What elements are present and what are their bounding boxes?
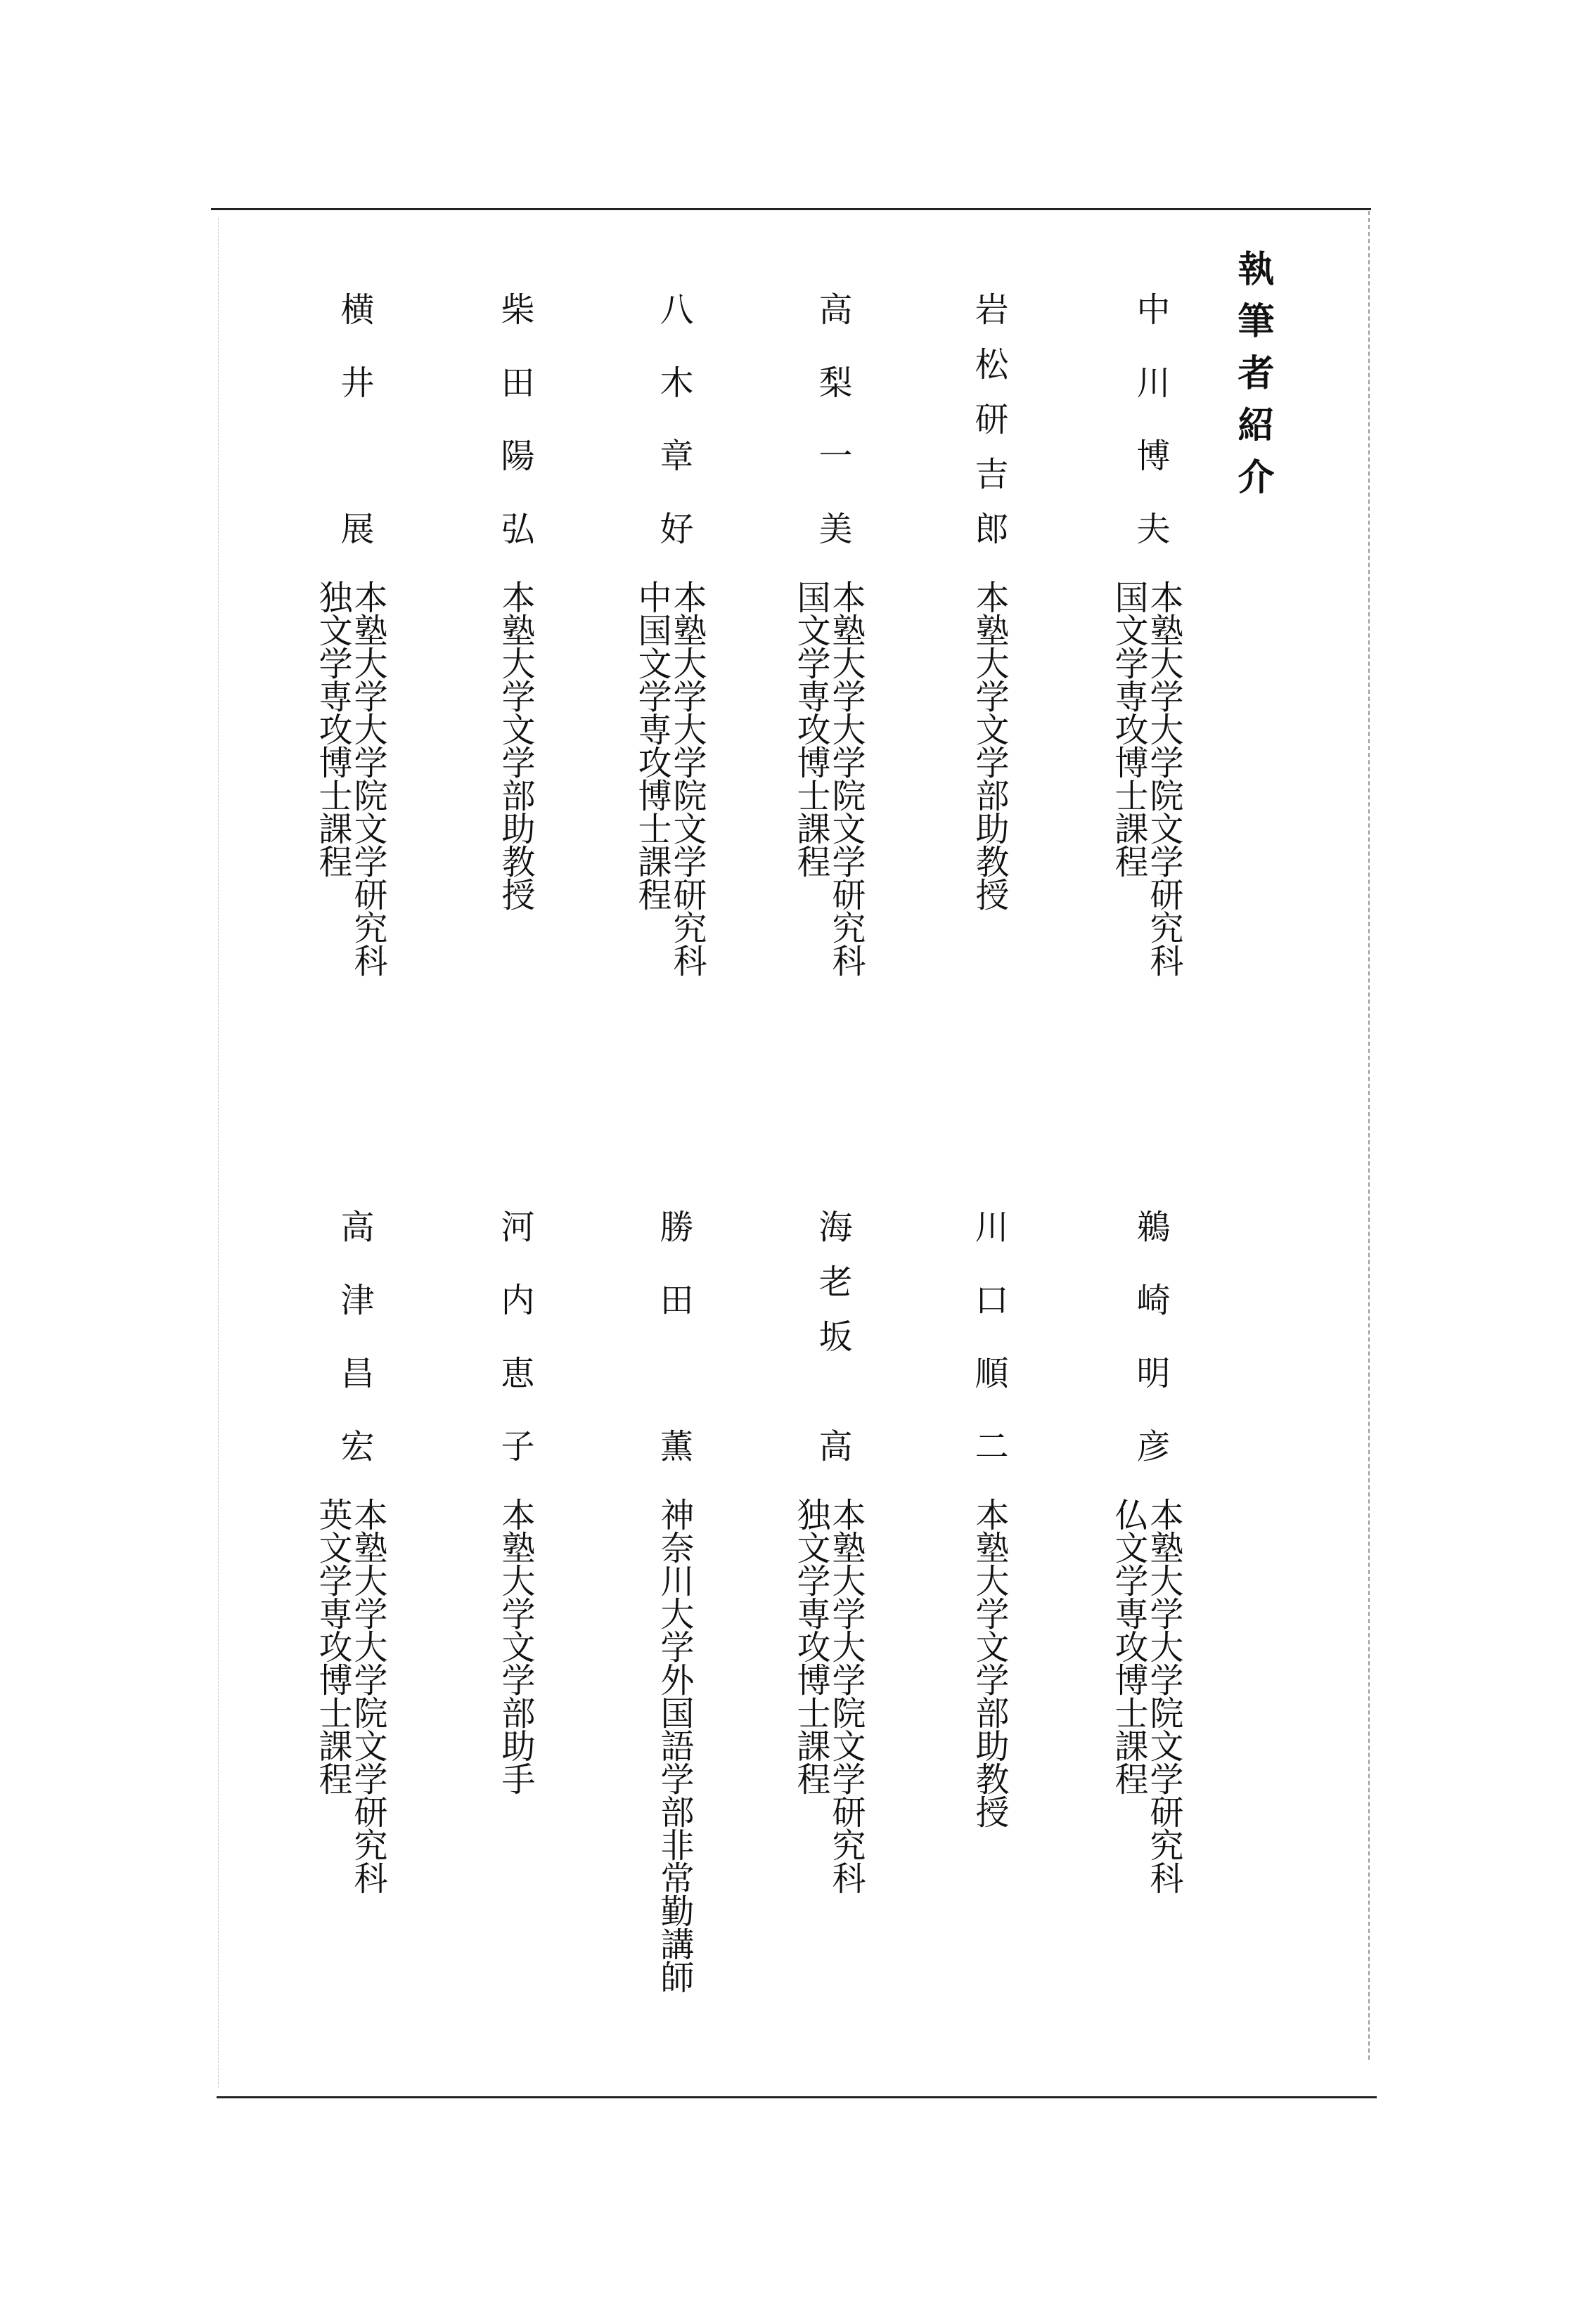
affiliation-line: 本塾大学大学院文学研究科 <box>1144 1497 1183 1894</box>
page-heading: 執筆者紹介 <box>1231 250 1273 510</box>
author-name: 柴田陽弘 <box>495 292 534 545</box>
author-affiliation <box>972 580 1007 910</box>
affiliation-line: 本塾大学文学部助手 <box>496 1497 535 1795</box>
affiliation-line: 本塾大学文学部助教授 <box>970 1497 1009 1828</box>
author-name: 岩松研吉郎 <box>969 292 1008 545</box>
author-affiliation <box>791 1497 866 1894</box>
author-name: 河内恵子 <box>495 1209 534 1462</box>
author-name: 勝田 薫 <box>654 1209 693 1462</box>
affiliation-line: 国文学専攻博士課程 <box>1109 580 1148 877</box>
top-rule <box>211 208 1371 210</box>
author-name: 高梨一美 <box>813 292 852 545</box>
author-name: 川口順二 <box>969 1209 1008 1462</box>
author-affiliation <box>634 580 705 976</box>
affiliation-line: 本塾大学大学院文学研究科 <box>348 580 387 976</box>
author-name: 鵜崎明彦 <box>1131 1209 1170 1462</box>
author-name: 横井 展 <box>335 292 374 545</box>
author-affiliation <box>1111 580 1181 976</box>
author-affiliation <box>1111 1497 1181 1894</box>
author-affiliation <box>498 580 533 910</box>
affiliation-line: 独文学専攻博士課程 <box>313 580 352 877</box>
affiliation-line: 本塾大学文学部助教授 <box>496 580 535 910</box>
author-name: 中川博夫 <box>1131 292 1170 545</box>
author-affiliation <box>315 1497 385 1894</box>
author-affiliation <box>657 1497 692 1993</box>
affiliation-line: 本塾大学大学院文学研究科 <box>667 580 707 976</box>
affiliation-line: 神奈川大学外国語学部非常勤講師 <box>655 1497 694 1993</box>
author-affiliation <box>315 580 385 976</box>
affiliation-line: 本塾大学文学部助教授 <box>970 580 1009 910</box>
affiliation-line: 国文学専攻博士課程 <box>791 580 830 877</box>
affiliation-line: 本塾大学大学院文学研究科 <box>826 1497 866 1894</box>
affiliation-line: 英文学専攻博士課程 <box>313 1497 352 1795</box>
bottom-rule <box>217 2096 1377 2098</box>
author-affiliation <box>791 580 866 976</box>
author-name: 海老坂 高 <box>813 1209 852 1462</box>
author-affiliation <box>498 1497 533 1795</box>
left-border <box>218 218 219 2088</box>
affiliation-line: 本塾大学大学院文学研究科 <box>826 580 866 976</box>
affiliation-line: 独文学専攻博士課程 <box>791 1497 830 1795</box>
author-affiliation <box>972 1497 1007 1828</box>
affiliation-line: 本塾大学大学院文学研究科 <box>1144 580 1183 976</box>
right-border <box>1368 211 1370 2060</box>
affiliation-line: 仏文学専攻博士課程 <box>1109 1497 1148 1795</box>
affiliation-line: 中国文学専攻博士課程 <box>632 580 671 910</box>
affiliation-line: 本塾大学大学院文学研究科 <box>348 1497 387 1894</box>
author-name: 八木章好 <box>654 292 693 545</box>
author-name: 高津昌宏 <box>335 1209 374 1462</box>
